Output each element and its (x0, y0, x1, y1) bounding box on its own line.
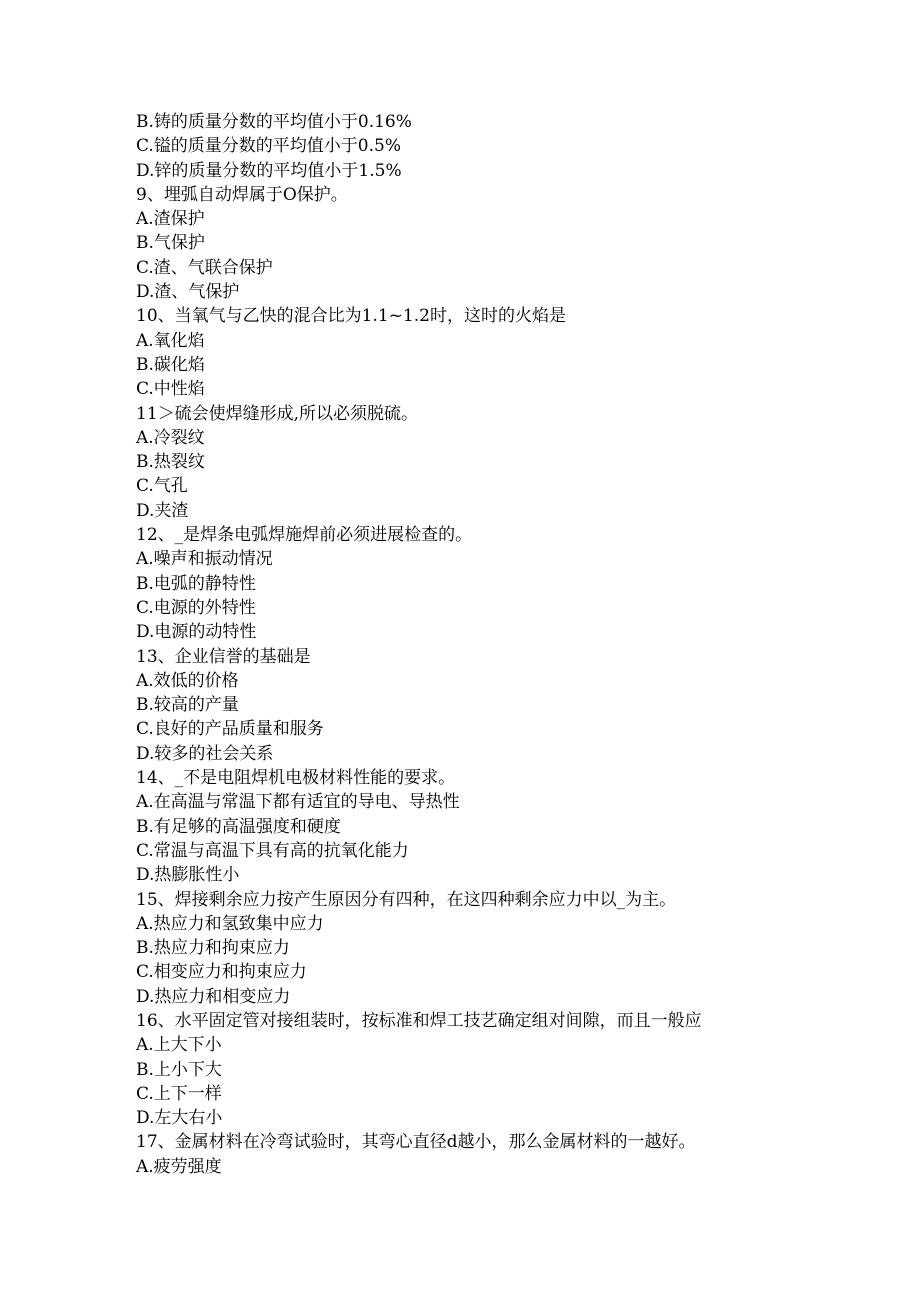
option-d-line: D.左大右小 (136, 1108, 223, 1129)
option-a-line: A.热应力和氢致集中应力 (136, 913, 324, 934)
option-c-line: C.镒的质量分数的平均值小于0.5% (136, 136, 401, 157)
question-9: 9、埋弧自动焊属于O保护。 (136, 184, 348, 205)
option-d-line: D.热膨胀性小 (136, 865, 240, 886)
option-c-line: C.气孔 (136, 476, 188, 497)
question-10: 10、当氧气与乙快的混合比为1.1~1.2时，这时的火焰是 (136, 306, 566, 327)
option-b-line: B.热应力和拘束应力 (136, 938, 290, 959)
option-a-line: A.氧化焰 (136, 330, 205, 351)
option-d-line: D.锌的质量分数的平均值小于1.5% (136, 160, 402, 181)
option-a-line: A.噪声和振动情况 (136, 549, 273, 570)
option-a-line: A.冷裂纹 (136, 427, 205, 448)
option-c-line: C.上下一样 (136, 1083, 222, 1104)
option-a-line: A.效低的价格 (136, 670, 239, 691)
option-b-line: B.上小下大 (136, 1059, 222, 1080)
option-b-line: B.较高的产量 (136, 695, 239, 716)
option-b-line: B.碳化焰 (136, 354, 205, 375)
question-16: 16、水平固定管对接组装时，按标准和焊工技艺确定组对间隙，而且一般应 (136, 1010, 702, 1031)
option-b-line: B.有足够的高温强度和硬度 (136, 816, 341, 837)
option-c-line: C.中性焰 (136, 379, 205, 400)
option-c-line: C.渣、气联合保护 (136, 257, 273, 278)
option-d-line: D.渣、气保护 (136, 282, 240, 303)
option-a-line: A.疲劳强度 (136, 1156, 222, 1177)
option-c-line: C.良好的产品质量和服务 (136, 719, 324, 740)
option-a-line: A.在高温与常温下都有适宜的导电、导热性 (136, 792, 460, 813)
option-a-line: A.渣保护 (136, 209, 205, 230)
option-d-line: D.电源的动特性 (136, 622, 257, 643)
question-12: 12、_是焊条电弧焊施焊前必须进展检查的。 (136, 525, 473, 546)
option-b-line: B.热裂纹 (136, 452, 205, 473)
option-d-line: D.夹渣 (136, 500, 189, 521)
option-d-line: D.较多的社会关系 (136, 743, 274, 764)
question-11: 11＞硫会使焊缝形成,所以必须脱硫。 (136, 403, 419, 424)
option-d-line: D.热应力和相变应力 (136, 986, 291, 1007)
question-13: 13、企业信誉的基础是 (136, 646, 311, 667)
question-17: 17、金属材料在冷弯试验时，其弯心直径d越小，那么金属材料的一越好。 (136, 1132, 696, 1153)
question-15: 15、焊接剩余应力按产生原因分有四种，在这四种剩余应力中以_为主。 (136, 889, 677, 910)
document-body (136, 110, 856, 1179)
option-c-line: C.电源的外特性 (136, 597, 256, 618)
option-a-line: A.上大下小 (136, 1035, 222, 1056)
option-b-line: B.铸的质量分数的平均值小于0.16% (136, 112, 412, 132)
option-b-line: B.电弧的静特性 (136, 573, 256, 594)
option-c-line: C.常温与高温下具有高的抗氧化能力 (136, 840, 409, 861)
option-c-line: C.相变应力和拘束应力 (136, 962, 307, 983)
option-b-line: B.气保护 (136, 233, 205, 254)
question-14: 14、_不是电阻焊机电极材料性能的要求。 (136, 768, 456, 789)
